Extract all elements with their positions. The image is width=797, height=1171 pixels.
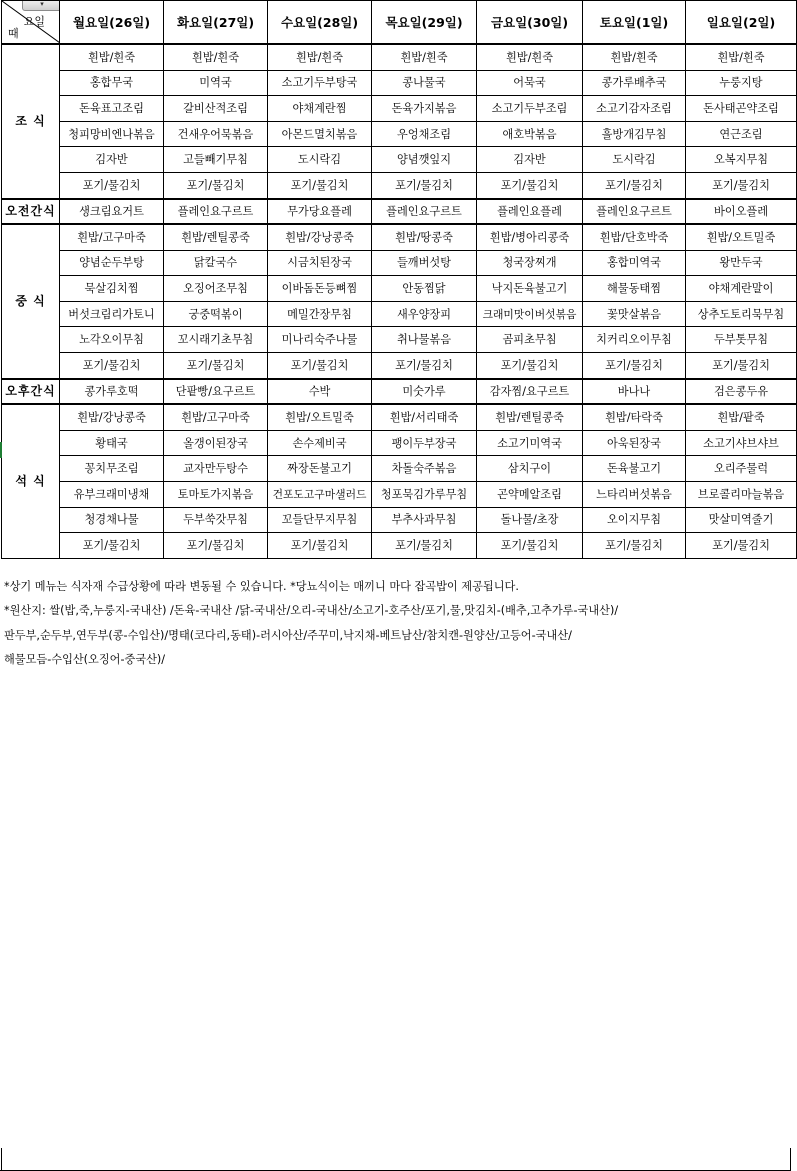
menu-cell: 꼬시래기초무침: [164, 327, 268, 353]
menu-cell: 흰밥/흰죽: [583, 44, 686, 70]
menu-cell: 두부톳무침: [686, 327, 797, 353]
menu-cell: 콩가루배추국: [583, 70, 686, 96]
menu-row: [2, 121, 797, 147]
menu-cell: 유부크래미냉채: [60, 481, 164, 507]
day-header: 일요일(2일): [686, 1, 797, 45]
menu-cell: 소고기두부탕국: [268, 70, 372, 96]
menu-cell: 왕만두국: [686, 250, 797, 276]
menu-cell: 포기/물김치: [583, 533, 686, 559]
menu-cell: 감자찜/요구르트: [477, 379, 583, 405]
menu-cell: 양념깻잎지: [372, 147, 477, 173]
menu-cell: 상추도토리묵무침: [686, 301, 797, 327]
menu-cell: 포기/물김치: [60, 533, 164, 559]
menu-cell: 궁중떡볶이: [164, 301, 268, 327]
menu-cell: 이바돔돈등뼈찜: [268, 276, 372, 302]
menu-cell: 새우양장피: [372, 301, 477, 327]
menu-cell: 플레인요플레: [477, 199, 583, 225]
day-header: 월요일(26일): [60, 1, 164, 45]
menu-cell: 야채계란말이: [686, 276, 797, 302]
menu-cell: 꽁치무조림: [60, 456, 164, 482]
meal-label-lunch: 중 식: [2, 224, 60, 379]
menu-row: [2, 353, 797, 379]
menu-cell: 돈육불고기: [583, 456, 686, 482]
menu-cell: 수박: [268, 379, 372, 405]
menu-cell: 차돌숙주볶음: [372, 456, 477, 482]
menu-body: [2, 44, 797, 558]
menu-cell: 청경채나물: [60, 507, 164, 533]
menu-cell: 포기/물김치: [372, 172, 477, 198]
menu-cell: 오리주물럭: [686, 456, 797, 482]
menu-cell: 돌나물/초장: [477, 507, 583, 533]
menu-row: [2, 172, 797, 198]
day-header: 토요일(1일): [583, 1, 686, 45]
menu-cell: 흘방개김무침: [583, 121, 686, 147]
menu-cell: 돈사태곤약조림: [686, 96, 797, 122]
snack-row: [2, 379, 797, 405]
menu-cell: 부추사과무침: [372, 507, 477, 533]
menu-row: [2, 430, 797, 456]
menu-cell: 흰밥/흰죽: [268, 44, 372, 70]
menu-cell: 돈육가지볶음: [372, 96, 477, 122]
day-header: 수요일(28일): [268, 1, 372, 45]
meal-label-breakfast: 조 식: [2, 44, 60, 199]
notes-area: [0, 574, 797, 669]
menu-cell: 바이오플레: [686, 199, 797, 225]
menu-cell: 갈비산적조림: [164, 96, 268, 122]
menu-cell: 흰밥/고구마죽: [60, 224, 164, 250]
note-origin-1: *원산지: 쌀(밥,죽,누룽지-국내산) /돈육-국내산 /닭-국내산/오리-국내산/소고기-호주산/포기,물,맛김치-(배추,고추가루-국내산)/: [4, 604, 619, 617]
menu-cell: 생크림요거트: [60, 199, 164, 225]
menu-cell: 건포도고구마샐러드: [268, 481, 372, 507]
menu-cell: 플레인요구르트: [372, 199, 477, 225]
menu-cell: 포기/물김치: [477, 172, 583, 198]
menu-cell: 흰밥/흰죽: [164, 44, 268, 70]
menu-row: [2, 533, 797, 559]
note-origin-2: 판두부,순두부,연두부(콩-수입산)/명태(코다리,동태)-러시아산/주꾸미,낙지채-베트남산/참치캔-원양산/고등어-국내산/: [4, 629, 572, 642]
menu-cell: 포기/물김치: [60, 172, 164, 198]
menu-row: [2, 147, 797, 173]
menu-row: [2, 301, 797, 327]
menu-cell: 청국장찌개: [477, 250, 583, 276]
menu-cell: 흰밥/서리태죽: [372, 404, 477, 430]
menu-row: [2, 224, 797, 250]
menu-cell: 아몬드멸치볶음: [268, 121, 372, 147]
menu-cell: 미숫가루: [372, 379, 477, 405]
menu-cell: 콩나물국: [372, 70, 477, 96]
menu-cell: 삼치구이: [477, 456, 583, 482]
menu-row: [2, 70, 797, 96]
menu-cell: 교자만두탕수: [164, 456, 268, 482]
menu-cell: 소고기감자조림: [583, 96, 686, 122]
menu-cell: 흰밥/흰죽: [60, 44, 164, 70]
menu-cell: 팽이두부장국: [372, 430, 477, 456]
day-header: 화요일(27일): [164, 1, 268, 45]
menu-cell: 두부쑥갓무침: [164, 507, 268, 533]
menu-cell: 흰밥/렌틸콩죽: [164, 224, 268, 250]
menu-cell: 포기/물김치: [268, 533, 372, 559]
menu-cell: 흰밥/타락죽: [583, 404, 686, 430]
menu-cell: 포기/물김치: [60, 353, 164, 379]
menu-cell: 홍합미역국: [583, 250, 686, 276]
menu-cell: 올갱이된장국: [164, 430, 268, 456]
menu-cell: 꼬들단무지무침: [268, 507, 372, 533]
menu-cell: 짜장돈불고기: [268, 456, 372, 482]
menu-cell: 포기/물김치: [583, 353, 686, 379]
menu-cell: 곰피초무침: [477, 327, 583, 353]
menu-cell: 콩가루호떡: [60, 379, 164, 405]
corner-cell: [2, 1, 60, 45]
menu-cell: 양념순두부탕: [60, 250, 164, 276]
menu-cell: 미나리숙주나물: [268, 327, 372, 353]
row-selection-marker: [0, 442, 2, 458]
note-origin-3: 해물모듬-수입산(오징어-중국산)/: [4, 653, 166, 666]
menu-row: [2, 276, 797, 302]
menu-cell: 손수제비국: [268, 430, 372, 456]
menu-cell: 포기/물김치: [477, 533, 583, 559]
menu-cell: 연근조림: [686, 121, 797, 147]
menu-cell: 흰밥/오트밀죽: [686, 224, 797, 250]
menu-cell: 바나나: [583, 379, 686, 405]
menu-cell: 무가당요플레: [268, 199, 372, 225]
day-header: 목요일(29일): [372, 1, 477, 45]
menu-cell: 꽃맛살볶음: [583, 301, 686, 327]
menu-cell: 야채계란찜: [268, 96, 372, 122]
menu-cell: 흰밥/흰죽: [686, 44, 797, 70]
menu-row: [2, 44, 797, 70]
meal-label-pm_snack: 오후간식: [2, 379, 60, 405]
menu-cell: 청포묵김가루무침: [372, 481, 477, 507]
menu-cell: 묵살김치찜: [60, 276, 164, 302]
header-row: [2, 1, 797, 45]
menu-cell: 플레인요구르트: [583, 199, 686, 225]
menu-cell: 소고기미역국: [477, 430, 583, 456]
menu-cell: 도시락김: [268, 147, 372, 173]
menu-row: [2, 481, 797, 507]
menu-cell: 홍합무국: [60, 70, 164, 96]
menu-cell: 흰밥/강낭콩죽: [60, 404, 164, 430]
note-disclaimer: *상기 메뉴는 식자재 수급상황에 따라 변동될 수 있습니다. *당뇨식이는 매끼니 마다 잡곡밥이 제공됩니다.: [4, 580, 519, 593]
menu-cell: 청피망비엔나볶음: [60, 121, 164, 147]
menu-cell: 치커리오이무침: [583, 327, 686, 353]
menu-cell: 포기/물김치: [372, 533, 477, 559]
menu-cell: 도시락김: [583, 147, 686, 173]
menu-cell: 포기/물김치: [686, 533, 797, 559]
menu-cell: 닭칼국수: [164, 250, 268, 276]
menu-cell: 고들빼기무침: [164, 147, 268, 173]
menu-cell: 노각오이무침: [60, 327, 164, 353]
menu-cell: 들깨버섯탕: [372, 250, 477, 276]
menu-cell: 흰밥/땅콩죽: [372, 224, 477, 250]
meal-label-dinner: 석 식: [2, 404, 60, 558]
menu-cell: 흰밥/흰죽: [477, 44, 583, 70]
menu-cell: 흰밥/단호박죽: [583, 224, 686, 250]
menu-cell: 포기/물김치: [164, 172, 268, 198]
menu-cell: 김자반: [477, 147, 583, 173]
menu-cell: 흰밥/고구마죽: [164, 404, 268, 430]
menu-row: [2, 327, 797, 353]
menu-row: [2, 250, 797, 276]
menu-cell: 흰밥/오트밀죽: [268, 404, 372, 430]
menu-cell: 건새우어묵볶음: [164, 121, 268, 147]
menu-cell: 메밀간장무침: [268, 301, 372, 327]
filter-dropdown-icon[interactable]: ▾: [22, 1, 60, 12]
menu-cell: 오복지무침: [686, 147, 797, 173]
menu-cell: 단팥빵/요구르트: [164, 379, 268, 405]
menu-cell: 포기/물김치: [164, 533, 268, 559]
corner-label-day: 요일: [23, 15, 45, 28]
menu-cell: 김자반: [60, 147, 164, 173]
menu-cell: 곤약메알조림: [477, 481, 583, 507]
menu-cell: 버섯크림리가토니: [60, 301, 164, 327]
menu-table: [1, 0, 797, 559]
corner-label-meal: 때: [8, 27, 19, 40]
menu-cell: 누룽지탕: [686, 70, 797, 96]
menu-cell: 오이지무침: [583, 507, 686, 533]
menu-cell: 안동찜닭: [372, 276, 477, 302]
menu-cell: 아욱된장국: [583, 430, 686, 456]
menu-cell: 소고기두부조림: [477, 96, 583, 122]
menu-cell: 소고기샤브샤브: [686, 430, 797, 456]
menu-cell: 흰밥/강낭콩죽: [268, 224, 372, 250]
menu-cell: 브로콜리마늘볶음: [686, 481, 797, 507]
menu-cell: 흰밥/병아리콩죽: [477, 224, 583, 250]
menu-cell: 흰밥/렌틸콩죽: [477, 404, 583, 430]
menu-cell: 토마토가지볶음: [164, 481, 268, 507]
day-header: 금요일(30일): [477, 1, 583, 45]
menu-cell: 돈육표고조림: [60, 96, 164, 122]
menu-cell: 포기/물김치: [477, 353, 583, 379]
menu-cell: 오징어조무침: [164, 276, 268, 302]
menu-cell: 낙지돈육불고기: [477, 276, 583, 302]
menu-cell: 크래미맛이버섯볶음: [477, 301, 583, 327]
menu-cell: 느타리버섯볶음: [583, 481, 686, 507]
menu-cell: 시금치된장국: [268, 250, 372, 276]
menu-row: [2, 404, 797, 430]
menu-cell: 검은콩두유: [686, 379, 797, 405]
menu-cell: 포기/물김치: [583, 172, 686, 198]
menu-cell: 포기/물김치: [268, 353, 372, 379]
menu-cell: 해물동태찜: [583, 276, 686, 302]
menu-cell: 황태국: [60, 430, 164, 456]
menu-cell: 흰밥/팥죽: [686, 404, 797, 430]
menu-row: [2, 456, 797, 482]
snack-row: [2, 199, 797, 225]
menu-row: [2, 507, 797, 533]
menu-cell: 애호박볶음: [477, 121, 583, 147]
menu-row: [2, 96, 797, 122]
meal-label-am_snack: 오전간식: [2, 199, 60, 225]
menu-cell: 포기/물김치: [164, 353, 268, 379]
menu-cell: 포기/물김치: [268, 172, 372, 198]
menu-cell: 어묵국: [477, 70, 583, 96]
menu-cell: 우엉채조림: [372, 121, 477, 147]
menu-cell: 포기/물김치: [686, 172, 797, 198]
menu-cell: 취나물볶음: [372, 327, 477, 353]
menu-cell: 미역국: [164, 70, 268, 96]
menu-cell: 흰밥/흰죽: [372, 44, 477, 70]
menu-cell: 플레인요구르트: [164, 199, 268, 225]
menu-cell: 포기/물김치: [686, 353, 797, 379]
menu-cell: 맛살미역줄기: [686, 507, 797, 533]
menu-cell: 포기/물김치: [372, 353, 477, 379]
